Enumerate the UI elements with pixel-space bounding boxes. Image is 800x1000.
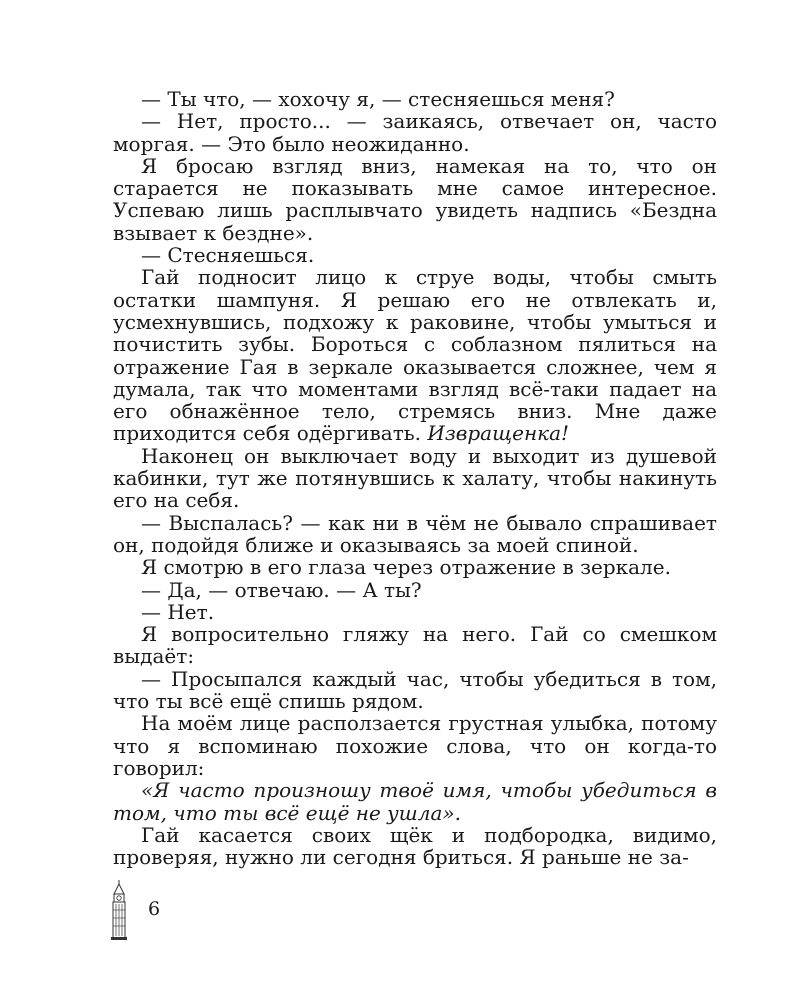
paragraph-5-italic: Извращенка!: [427, 421, 570, 446]
paragraph-2: — Нет, просто... — заикаясь, отвечает он, часто моргая. — Это было неожиданно.: [113, 109, 717, 156]
paragraph-5-text: Гай подносит лицо к струе воды, чтобы смыть остатки шампуня. Я решаю его не отвлекать и, усмехнувшись, подхожу к раковине, чтобы умыться и почистить зубы. Бороться с соблазном пялиться на отражение Гая в зеркале оказывается сложнее, чем я думала, так что моментами взгляд всё-таки падает на его обнажённое тело, стремясь вниз. Мне даже приходится себя одёргивать.: [113, 265, 717, 446]
page-number: 6: [148, 898, 161, 920]
paragraph-10: — Нет.: [141, 599, 215, 624]
paragraph-11: Я вопросительно гляжу на него. Гай со смешком выдаёт:: [113, 622, 717, 669]
quote-paragraph: «Я часто произношу твоё имя, чтобы убедиться в том, что ты всё ещё не ушла».: [113, 778, 717, 825]
paragraph-9: — Да, — отвечаю. — А ты?: [141, 577, 422, 602]
paragraph-8: Я смотрю в его глаза через отражение в зеркале.: [141, 555, 671, 580]
body-text: [113, 88, 717, 868]
paragraph-4: — Стесняешься.: [141, 243, 315, 268]
paragraph-13: На моём лице расползается грустная улыбка, потому что я вспоминаю похожие слова, что он когда-то говорил:: [113, 711, 717, 780]
tower-icon: [108, 880, 130, 940]
paragraph-15: Гай касается своих щёк и подбородка, видимо, проверяя, нужно ли сегодня бриться. Я раньше не за-: [113, 822, 717, 870]
paragraph-7: — Выспалась? — как ни в чём не бывало спрашивает он, подойдя ближе и оказываясь за моей спиной.: [113, 510, 717, 557]
paragraph-3: Я бросаю взгляд вниз, намекая на то, что он старается не показывать мне самое интересное. Успеваю лишь расплывчато увидеть надпись «Бездна взывает к бездне».: [113, 153, 717, 245]
paragraph-12: — Просыпался каждый час, чтобы убедиться в том, что ты всё ещё спишь рядом.: [113, 666, 717, 714]
paragraph-1: — Ты что, — хохочу я, — стесняешься меня?: [141, 87, 615, 111]
page-footer: [108, 880, 160, 940]
paragraph-6: Наконец он выключает воду и выходит из душевой кабинки, тут же потянувшись к халату, чтобы накинуть его на себя.: [113, 443, 717, 513]
paragraph-5: [113, 266, 717, 444]
